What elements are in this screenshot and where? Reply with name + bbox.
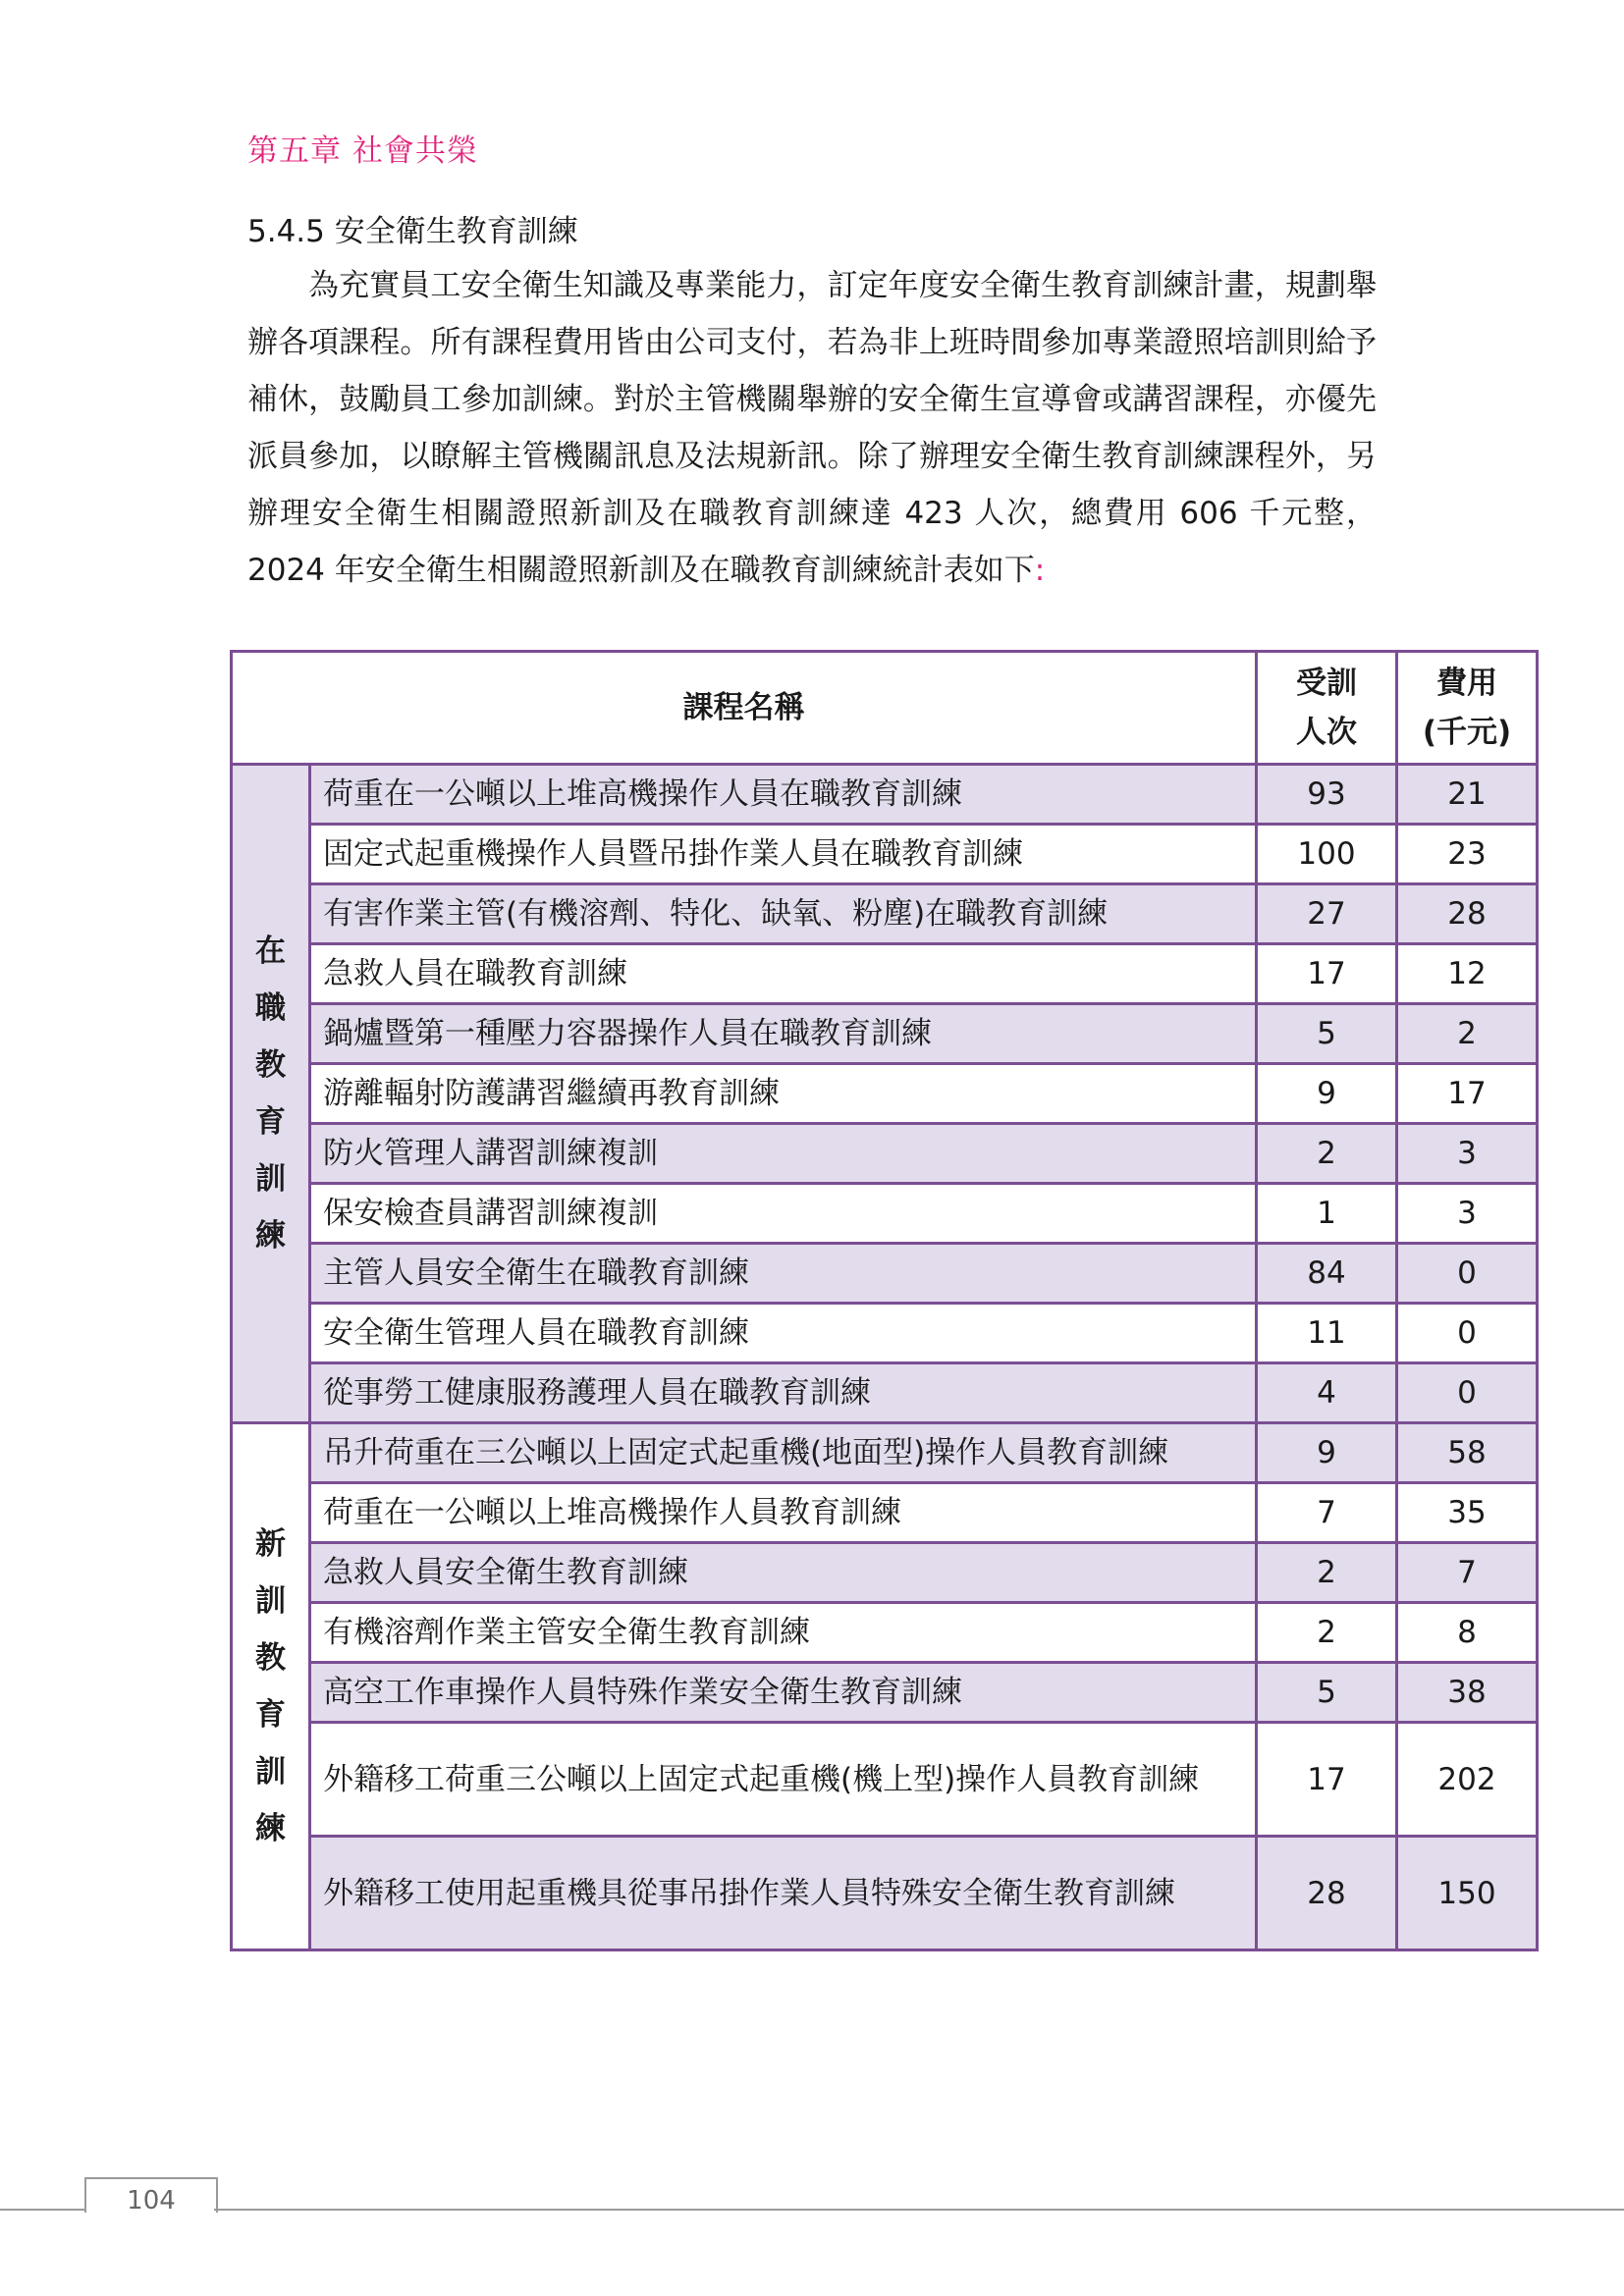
table-row: [232, 1663, 1538, 1723]
table-row: [232, 1004, 1538, 1064]
group-label-char: 育: [255, 1104, 286, 1140]
group-label-char: 教: [255, 1640, 286, 1676]
table-row: [232, 1064, 1538, 1124]
cost-cell: 0: [1397, 1244, 1538, 1304]
trainees-cell: 93: [1257, 765, 1397, 825]
course-name-cell: 固定式起重機操作人員暨吊掛作業人員在職教育訓練: [310, 825, 1257, 884]
course-name-cell: 保安檢查員講習訓練複訓: [310, 1184, 1257, 1244]
course-name-cell: 主管人員安全衛生在職教育訓練: [310, 1244, 1257, 1304]
cost-cell: 150: [1397, 1837, 1538, 1950]
cost-cell: 0: [1397, 1363, 1538, 1423]
cost-cell: 58: [1397, 1423, 1538, 1483]
group-label-char: 訓: [255, 1161, 286, 1197]
table-row: [232, 1603, 1538, 1663]
header-trainees-line2: 人次: [1296, 715, 1357, 750]
trainees-cell: 28: [1257, 1837, 1397, 1950]
course-name-cell: 有害作業主管(有機溶劑、特化、缺氧、粉塵)在職教育訓練: [310, 884, 1257, 944]
chapter-title: 第五章 社會共榮: [247, 133, 478, 169]
table-row: [232, 765, 1538, 825]
trainees-cell: 5: [1257, 1663, 1397, 1723]
table-row: [232, 1837, 1538, 1950]
group-label-char: 職: [255, 990, 286, 1026]
course-name-cell: 急救人員在職教育訓練: [310, 944, 1257, 1004]
group-label-char: 練: [255, 1218, 286, 1254]
cost-cell: 0: [1397, 1304, 1538, 1363]
course-name-cell: 安全衛生管理人員在職教育訓練: [310, 1304, 1257, 1363]
table-header-row: [232, 652, 1538, 765]
group-label-char: 訓: [255, 1583, 286, 1619]
course-name-cell: 高空工作車操作人員特殊作業安全衛生教育訓練: [310, 1663, 1257, 1723]
table-row: [232, 1543, 1538, 1603]
body-paragraph: [247, 257, 1377, 599]
footer-rule-right: [214, 2209, 1624, 2211]
group-label-char: 育: [255, 1697, 286, 1733]
cost-cell: 8: [1397, 1603, 1538, 1663]
table-row: [232, 1423, 1538, 1483]
table-row: [232, 1483, 1538, 1543]
trainees-cell: 11: [1257, 1304, 1397, 1363]
group-label-char: 訓: [255, 1754, 286, 1789]
trainees-cell: 27: [1257, 884, 1397, 944]
course-name-cell: 鍋爐暨第一種壓力容器操作人員在職教育訓練: [310, 1004, 1257, 1064]
cost-cell: 2: [1397, 1004, 1538, 1064]
cost-cell: 35: [1397, 1483, 1538, 1543]
header-cost-line1: 費用: [1436, 666, 1497, 701]
table-row: [232, 1304, 1538, 1363]
header-cost-line2: (千元): [1422, 715, 1512, 750]
section-title: 5.4.5 安全衛生教育訓練: [247, 214, 578, 249]
cost-cell: 3: [1397, 1124, 1538, 1184]
group-label-char: 教: [255, 1047, 286, 1083]
course-name-cell: 外籍移工使用起重機具從事吊掛作業人員特殊安全衛生教育訓練: [310, 1837, 1257, 1950]
header-cost: [1397, 652, 1538, 765]
cost-cell: 7: [1397, 1543, 1538, 1603]
trainees-cell: 2: [1257, 1543, 1397, 1603]
cost-cell: 28: [1397, 884, 1538, 944]
footer-rule-left: [0, 2209, 86, 2211]
header-trainees: [1257, 652, 1397, 765]
trainees-cell: 4: [1257, 1363, 1397, 1423]
group-label: [232, 1423, 310, 1950]
course-name-cell: 急救人員安全衛生教育訓練: [310, 1543, 1257, 1603]
training-statistics-table: [230, 650, 1539, 1951]
course-name-cell: 外籍移工荷重三公噸以上固定式起重機(機上型)操作人員教育訓練: [310, 1723, 1257, 1837]
cost-cell: 21: [1397, 765, 1538, 825]
group-label: [232, 765, 310, 1423]
cost-cell: 23: [1397, 825, 1538, 884]
header-course-name: 課程名稱: [232, 652, 1257, 765]
cost-cell: 202: [1397, 1723, 1538, 1837]
cost-cell: 12: [1397, 944, 1538, 1004]
header-trainees-line1: 受訓: [1296, 666, 1357, 701]
course-name-cell: 荷重在一公噸以上堆高機操作人員在職教育訓練: [310, 765, 1257, 825]
trainees-cell: 9: [1257, 1423, 1397, 1483]
table-row: [232, 944, 1538, 1004]
course-name-cell: 防火管理人講習訓練複訓: [310, 1124, 1257, 1184]
course-name-cell: 荷重在一公噸以上堆高機操作人員教育訓練: [310, 1483, 1257, 1543]
trainees-cell: 7: [1257, 1483, 1397, 1543]
table-row: [232, 884, 1538, 944]
cost-cell: 17: [1397, 1064, 1538, 1124]
trainees-cell: 9: [1257, 1064, 1397, 1124]
paragraph-text: 為充實員工安全衛生知識及專業能力，訂定年度安全衛生教育訓練計畫，規劃舉辦各項課程。所有課程費用皆由公司支付，若為非上班時間參加專業證照培訓則給予補休，鼓勵員工參加訓練。對於主管機關舉辦的安全衛生宣導會或講習課程，亦優先派員參加，以瞭解主管機關訊息及法規新訊。除了辦理安全衛生教育訓練課程外，另辦理安全衛生相關證照新訓及在職教育訓練達 423 人次，總費用 606 千元整，2024 年安全衛生相關證照新訓及在職教育訓練統計表如下: [247, 268, 1377, 588]
cost-cell: 3: [1397, 1184, 1538, 1244]
course-name-cell: 從事勞工健康服務護理人員在職教育訓練: [310, 1363, 1257, 1423]
table-row: [232, 1363, 1538, 1423]
page-number: 104: [84, 2177, 218, 2213]
group-label-char: 練: [255, 1811, 286, 1846]
table-row: [232, 1244, 1538, 1304]
trainees-cell: 2: [1257, 1603, 1397, 1663]
trainees-cell: 17: [1257, 944, 1397, 1004]
table-row: [232, 825, 1538, 884]
table-row: [232, 1723, 1538, 1837]
trainees-cell: 84: [1257, 1244, 1397, 1304]
course-name-cell: 有機溶劑作業主管安全衛生教育訓練: [310, 1603, 1257, 1663]
paragraph-colon: :: [1034, 553, 1046, 588]
table-row: [232, 1124, 1538, 1184]
table-row: [232, 1184, 1538, 1244]
group-label-char: 在: [255, 934, 286, 969]
trainees-cell: 1: [1257, 1184, 1397, 1244]
trainees-cell: 5: [1257, 1004, 1397, 1064]
trainees-cell: 2: [1257, 1124, 1397, 1184]
trainees-cell: 100: [1257, 825, 1397, 884]
cost-cell: 38: [1397, 1663, 1538, 1723]
course-name-cell: 吊升荷重在三公噸以上固定式起重機(地面型)操作人員教育訓練: [310, 1423, 1257, 1483]
trainees-cell: 17: [1257, 1723, 1397, 1837]
table-body: [232, 765, 1538, 1950]
course-name-cell: 游離輻射防護講習繼續再教育訓練: [310, 1064, 1257, 1124]
group-label-char: 新: [255, 1526, 286, 1562]
